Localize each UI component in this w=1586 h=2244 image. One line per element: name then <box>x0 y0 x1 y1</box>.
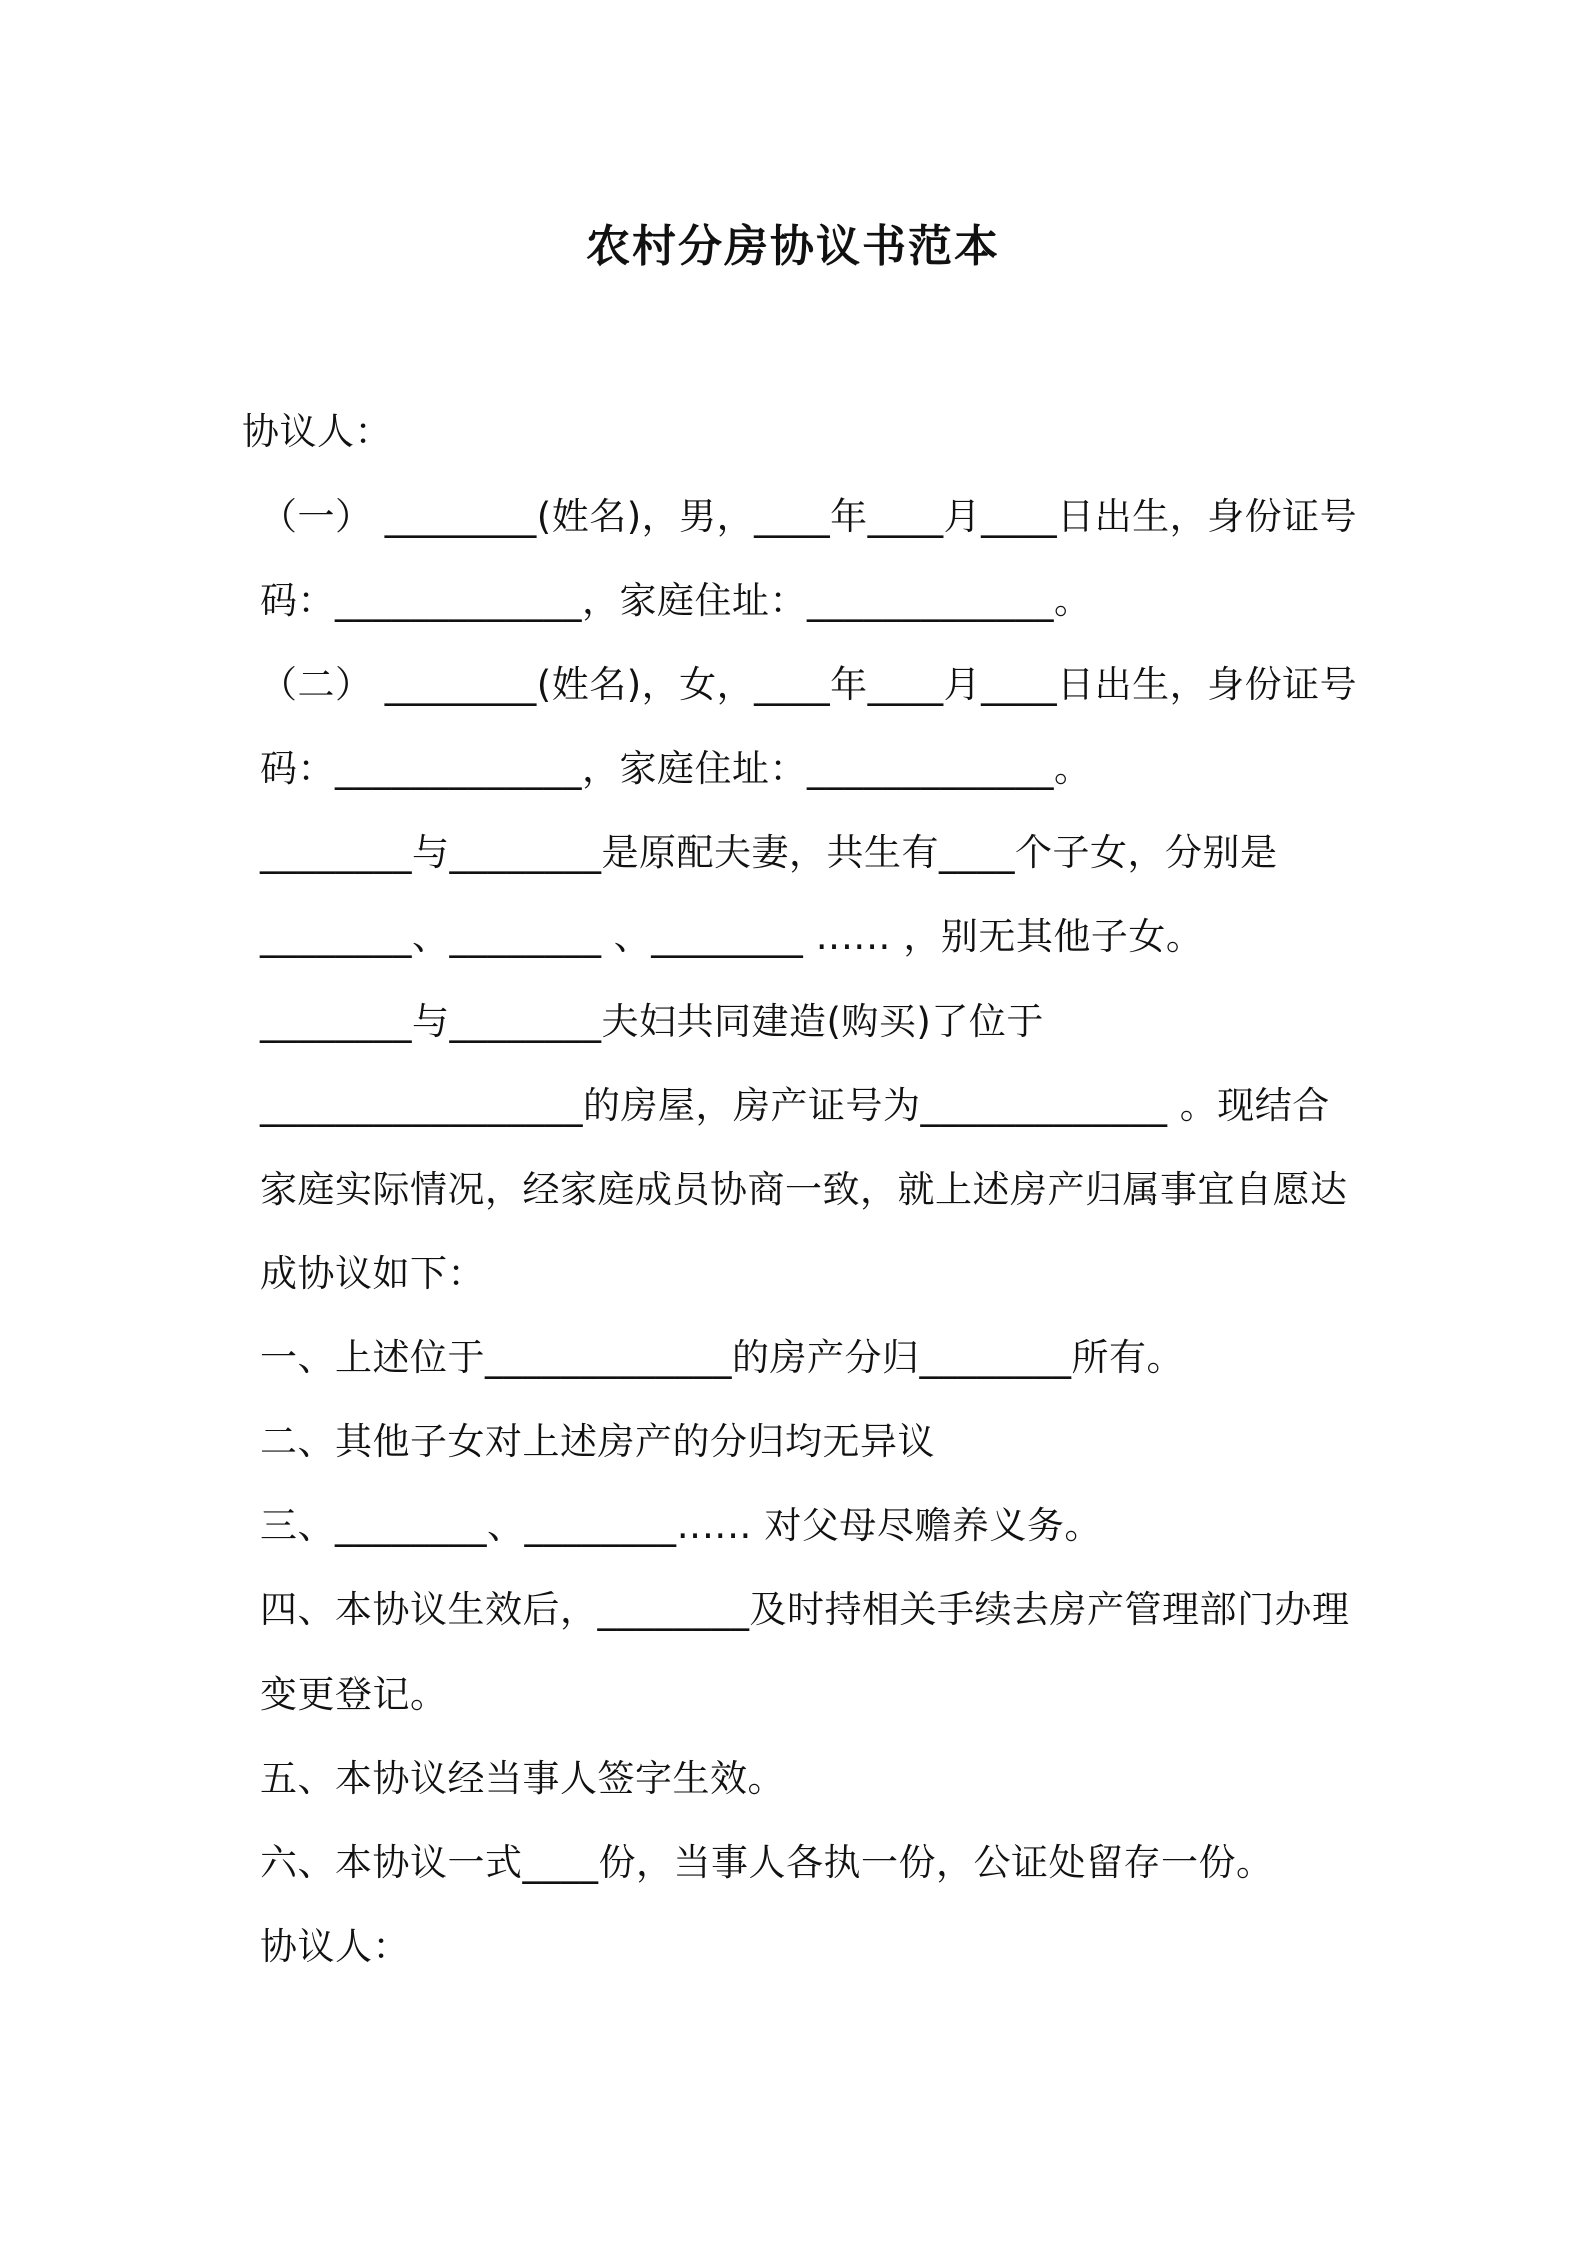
property-line-4: 成协议如下： <box>260 1252 485 1295</box>
party-two-line-1: （二） ________(姓名)，女，____年____月____日出生，身份证号 <box>260 663 1358 706</box>
signature-heading: 协议人： <box>260 1925 410 1968</box>
party-one-line-2: 码：_____________，家庭住址：_____________。 <box>260 579 1092 622</box>
parties-heading: 协议人： <box>242 410 392 453</box>
property-line-1: ________与________夫妇共同建造(购买)了位于 <box>260 1000 1044 1043</box>
clause-three: 三、________、________‥‥‥ 对父母尽赡养义务。 <box>260 1504 1102 1547</box>
clause-two: 二、其他子女对上述房产的分归均无异议 <box>260 1420 935 1463</box>
party-two-line-2: 码：_____________，家庭住址：_____________。 <box>260 747 1092 790</box>
property-line-3: 家庭实际情况，经家庭成员协商一致，就上述房产归属事宜自愿达 <box>260 1168 1348 1211</box>
clause-one: 一、上述位于_____________的房产分归________所有。 <box>260 1336 1184 1379</box>
children-line-1: ________与________是原配夫妻，共生有____个子女，分别是 <box>260 831 1278 874</box>
clause-six: 六、本协议一式____份，当事人各执一份，公证处留存一份。 <box>260 1841 1274 1884</box>
clause-four-line-1: 四、本协议生效后，________及时持相关手续去房产管理部门办理 <box>260 1588 1350 1631</box>
clause-four-line-2: 变更登记。 <box>260 1673 448 1716</box>
property-line-2: _________________的房屋，房产证号为_____________ 。现结合 <box>260 1084 1330 1127</box>
children-line-2: ________、________ 、________ ‥‥‥ ，别无其他子女。 <box>260 915 1204 958</box>
clause-five: 五、本协议经当事人签字生效。 <box>260 1757 785 1800</box>
party-one-line-1: （一） ________(姓名)，男，____年____月____日出生，身份证号 <box>260 495 1358 538</box>
document-title: 农村分房协议书范本 <box>586 221 1000 272</box>
